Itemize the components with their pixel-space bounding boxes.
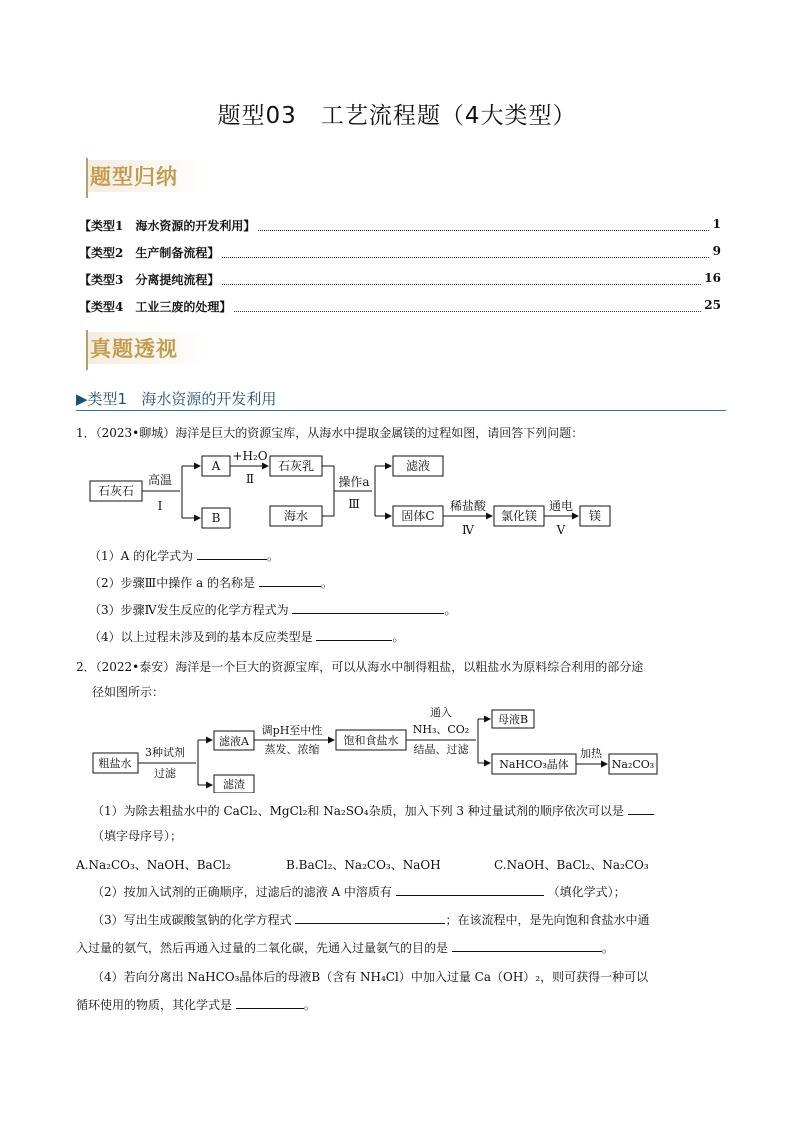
answer-blank[interactable] [295,911,445,924]
q1-sub1 [89,547,279,565]
q1-sub3-text: （3）步骤Ⅳ发生反应的化学方程式为 [89,603,289,617]
label-op-a: 操作a [338,475,370,489]
label-residue: 滤渣 [223,778,245,791]
toc-entry[interactable] [79,217,721,235]
label-step2: Ⅱ [245,472,255,486]
heading-rule [76,410,726,411]
q2-sub3-tail: ；在该流程中，是先向饱和食盐水中通 [445,913,650,927]
toc-entry[interactable] [79,271,721,289]
page-title: 题型03 工艺流程题（4大类型） [217,103,577,129]
section-header-real-questions [82,330,232,366]
q2-sub4-line2-text: 循环使用的物质，其化学式是 [76,998,233,1012]
q2-sub3-text: （3）写出生成碳酸氢钠的化学方程式 [92,913,292,927]
q1-sub3 [89,601,456,619]
label-pass-in: 通入 [430,706,452,719]
toc-label: 【类型3 分离提纯流程】 [79,271,222,288]
q2-flow-diagram [0,703,794,793]
type-label: 类型1 [87,390,128,408]
q2-sub1-line2: （填字母序号）； [92,829,183,843]
label-filtrate: 滤液 [405,459,431,473]
label-step1: Ⅰ [157,499,163,513]
section-title: 题型归纳 [90,165,178,189]
period: 。 [392,630,405,644]
label-b: B [211,511,221,525]
q2-sub3-line2-text: 入过量的氨气，然后再通入过量的二氧化碳，先通入过量氨气的目的是 [76,941,449,955]
toc-page: 9 [710,244,721,258]
toc-label: 【类型2 生产制备流程】 [79,244,222,261]
q2-option-b[interactable]: B.BaCl₂、Na₂CO₃、NaOH [286,858,441,872]
q1-sub2-text: （2）步骤Ⅲ中操作 a 的名称是 [89,576,255,590]
section-header-summary [82,158,232,194]
answer-blank[interactable] [236,996,304,1009]
q2-stem-line1: 2．（2022•泰安）海洋是一个巨大的资源宝库，可以从海水中制得粗盐，以粗盐水为原料综合利用的部分途 [76,660,644,674]
q1-stem: 1．（2023•聊城）海洋是巨大的资源宝库，从海水中提取金属镁的过程如图，请回答下列问题： [76,426,584,440]
q2-sub4-line1: （4）若向分离出 NaHCO₃晶体后的母液B（含有 NH₄Cl）中加入过量 Ca（OH）₂，则可获得一种可以 [92,970,649,984]
label-filter: 过滤 [154,767,176,780]
answer-blank[interactable] [396,883,544,896]
answer-blank[interactable] [316,628,392,641]
answer-blank[interactable] [628,802,654,815]
q1-sub2 [89,574,333,592]
period: 。 [601,941,614,955]
label-dil-hcl: 稀盐酸 [449,499,487,513]
answer-blank[interactable] [197,547,267,560]
label-step5: Ⅴ [556,523,566,537]
q2-sub1-line1 [92,802,654,820]
q1-flow-diagram [0,444,794,544]
q2-option-a[interactable]: A.Na₂CO₃、NaOH、BaCl₂ [76,858,231,872]
label-cryst: 结晶、过滤 [413,743,469,756]
toc-page: 25 [701,298,721,312]
toc-label: 【类型4 工业三废的处理】 [79,298,234,315]
toc-entry[interactable] [79,244,721,262]
q1-sub4 [89,628,404,646]
label-three-reagents: 3种试剂 [145,746,185,759]
q2-sub3-line1 [92,911,649,929]
q2-sub2-tail: （填化学式）； [547,885,626,899]
label-step4: Ⅳ [462,523,474,537]
toc-entry[interactable] [79,298,721,316]
label-sat-brine: 饱和食盐水 [343,734,399,747]
q1-sub1-text: （1）A 的化学式为 [89,549,194,563]
answer-blank[interactable] [452,939,602,952]
label-mg: 镁 [588,509,602,523]
label-evap: 蒸发、浓缩 [264,743,320,756]
q2-sub4-line2 [76,996,316,1014]
q2-sub2 [92,883,626,901]
period: 。 [303,998,316,1012]
q1-sub4-text: （4）以上过程未涉及到的基本反应类型是 [89,630,313,644]
q2-sub2-text: （2）按加入试剂的正确顺序，过滤后的滤液 A 中溶质有 [92,885,392,899]
label-heat: 加热 [580,747,602,760]
label-electrolysis: 通电 [548,499,574,513]
label-nahco3: NaHCO₃晶体 [499,758,569,771]
type-title: 海水资源的开发利用 [141,390,277,408]
label-limestone: 石灰石 [97,484,135,498]
period: 。 [320,576,333,590]
label-mother-b: 母液B [497,713,529,726]
period: 。 [444,603,457,617]
label-lime-milk: 石灰乳 [277,459,315,473]
label-plus-water: +H₂O [232,449,268,463]
period: 。 [266,549,279,563]
answer-blank[interactable] [259,574,321,587]
q2-option-c[interactable]: C.NaOH、BaCl₂、Na₂CO₃ [494,858,649,872]
triangle-icon: ▶ [76,390,88,408]
q2-sub1-text: （1）为除去粗盐水中的 CaCl₂、MgCl₂和 Na₂SO₄杂质，加入下列 3 种过量试剂的顺序依次可以是 [92,804,624,818]
label-filtrate-a: 滤液A [219,735,249,748]
type-heading [76,388,276,409]
label-gases: NH₃、CO₂ [412,723,470,736]
toc-page: 1 [710,217,721,231]
label-brine: 粗盐水 [98,757,132,770]
q2-stem-line2: 径如图所示： [92,685,165,699]
toc-page: 16 [701,271,721,285]
label-mgcl: 氯化镁 [500,509,538,523]
answer-blank[interactable] [292,601,444,614]
label-adjust-ph: 调pH至中性 [261,724,323,737]
label-solid-c: 固体C [401,509,435,523]
toc-label: 【类型1 海水资源的开发利用】 [79,217,258,234]
q2-sub3-line2 [76,939,614,957]
section-title: 真题透视 [90,337,178,361]
label-na2co3: Na₂CO₃ [611,758,655,771]
label-a: A [211,459,221,473]
label-high-temp: 高温 [147,473,173,487]
label-seawater: 海水 [283,509,309,523]
label-step3: Ⅲ [348,497,360,511]
